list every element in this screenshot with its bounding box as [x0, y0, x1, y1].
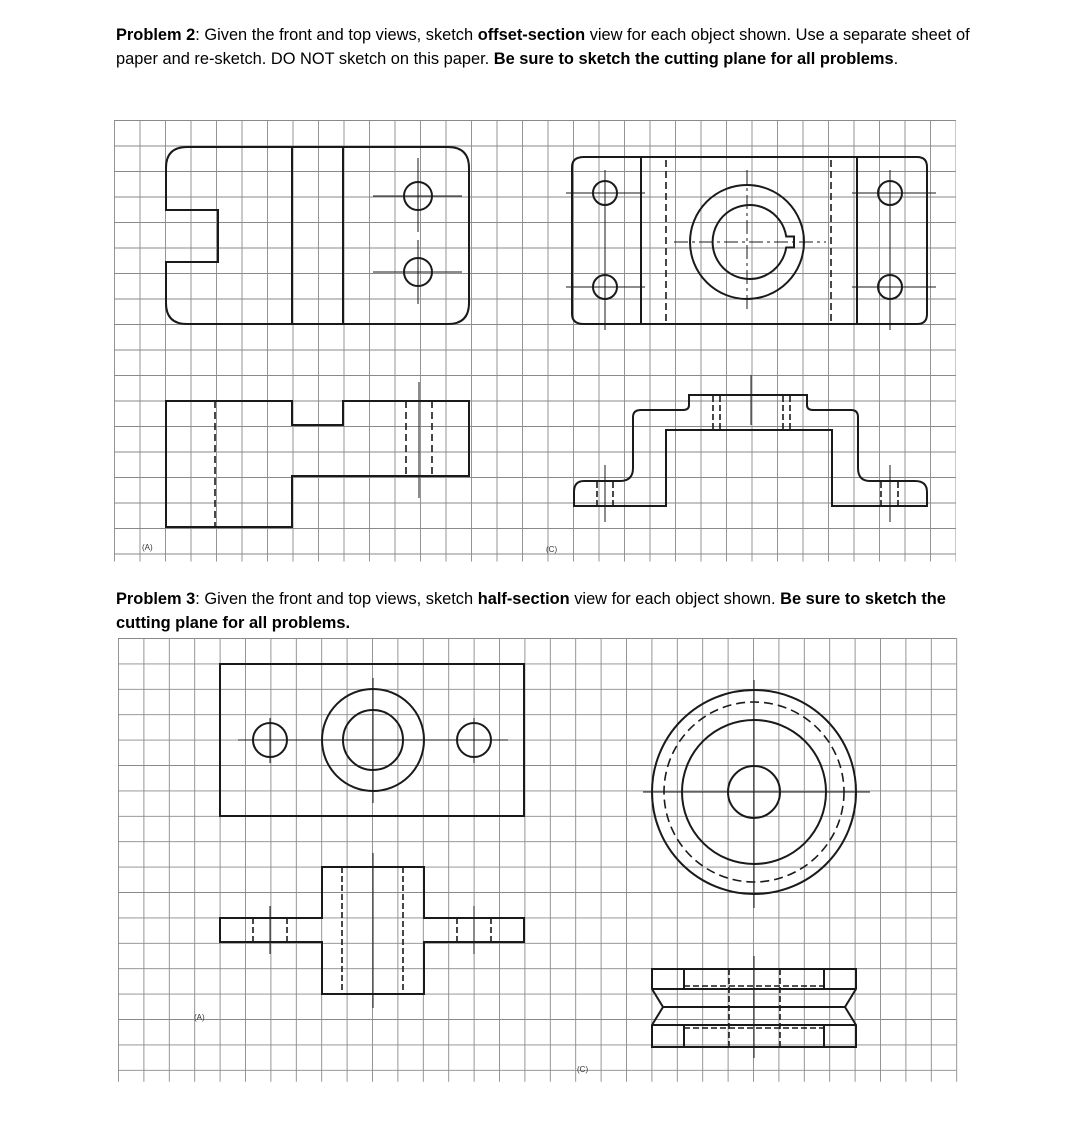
problem-2-seg3: . — [893, 50, 899, 68]
problem-3-seg1: : Given the front and top views, sketch — [195, 590, 478, 608]
problem-2-seg2: view for each object shown. Use a separate sheet of paper and re-sketch. DO NOT sketch on this paper. — [116, 26, 970, 68]
problem-2-emphasis-cutting-plane: Be sure to sketch the cutting plane for all problems — [493, 50, 894, 68]
problem-3a-front-view — [220, 853, 524, 1008]
problem-3-label-c: (C) — [577, 1065, 589, 1074]
problem-3-emphasis-half-section: half-section — [477, 590, 570, 608]
problem-2-grid — [114, 120, 956, 562]
problem-2a-front-view — [166, 382, 469, 527]
problem-3-text — [116, 587, 996, 635]
problem-3a-top-view — [220, 664, 524, 816]
problem-2-seg1: : Given the front and top views, sketch — [195, 26, 478, 44]
problem-3-label: Problem 3 — [116, 590, 196, 608]
problem-3c-front-view — [652, 956, 856, 1058]
problem-3-grid-sheet — [118, 638, 960, 1090]
problem-2-emphasis-offset-section: offset-section — [477, 26, 586, 44]
problem-2a-top-view — [166, 147, 469, 324]
problem-3-emphasis-cutting-plane: Be sure to sketch the cutting plane for all problems. — [116, 590, 946, 632]
problem-2-grid-sheet — [114, 120, 956, 564]
problem-2-label-c: (C) — [546, 545, 558, 554]
problem-2-label-a: (A) — [142, 543, 153, 552]
problem-2c-top-view — [566, 157, 936, 330]
problem-2-label: Problem 2 — [116, 26, 196, 44]
problem-3-seg2: view for each object shown. — [569, 590, 781, 608]
problem-2c-front-view — [574, 375, 927, 522]
problem-2-text — [116, 23, 996, 71]
problem-3-label-a: (A) — [194, 1013, 205, 1022]
